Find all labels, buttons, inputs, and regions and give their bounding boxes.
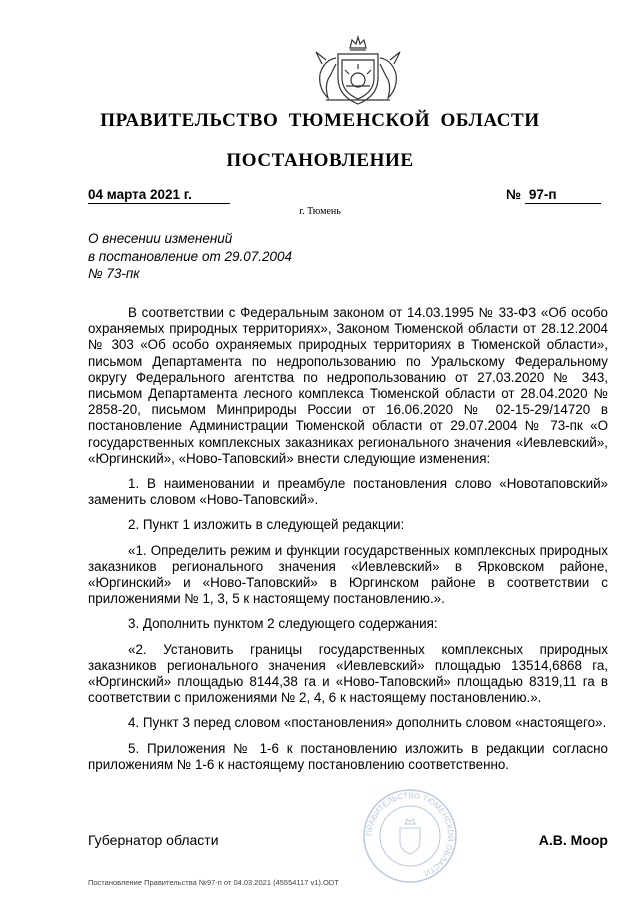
subject-line: О внесении изменений (88, 231, 233, 246)
signatory-name: А.В. Моор (538, 832, 608, 848)
city-label: г. Тюмень (299, 206, 341, 217)
body-paragraph: «1. Определить режим и функции государственных комплексных природных заказников регионального значения «Иевлевский» в Ярковском районе, «Юргинский» и «Ново-Таповский» в Юргинском районе в соответствии с приложениями № 1, 3, 5 к настоящему постановлению.». (88, 542, 608, 607)
document-body (88, 305, 608, 782)
body-paragraph: 1. В наименовании и преамбуле постановления слово «Новотаповский» заменить словом «Ново-Таповский». (88, 476, 608, 508)
body-paragraph: В соответствии с Федеральным законом от 14.03.1995 № 33-ФЗ «Об особо охраняемых природных территориях», Законом Тюменской области от 28.12.2004 № 303 «Об особо охраняемых природных территориях в Тюменской области», письмом Департамента по недропользованию по Уральскому Федеральному округу Федерального агентства по недропользованию от 27.03.2020 № 343, письмом Департамента лесного комплекса Тюменской области от 28.04.2020 № 2858-20, письмом Минприроды России от 16.06.2020 № 02-15-29/14720 в постановление Администрации Тюменской области от 29.07.2004 № 73-пк «О государственных комплексных заказниках регионального значения «Иевлевский», «Юргинский», «Ново-Таповский» внести следующие изменения: (88, 305, 608, 466)
document-type-title: ПОСТАНОВЛЕНИЕ (226, 150, 414, 171)
svg-text:ПРАВИТЕЛЬСТВО ТЮМЕНСКОЙ ОБЛАСТ (365, 791, 455, 878)
subject-line: № 73-пк (88, 266, 140, 281)
body-paragraph: 5. Приложения № 1-6 к постановлению изложить в редакции согласно приложениям № 1-6 к настоящему постановлению соответственно. (88, 740, 608, 772)
document-footer: Постановление Правительства №97-п от 04.03.2021 (45554117 v1).ODT (88, 878, 339, 887)
body-paragraph: 4. Пункт 3 перед словом «постановления» дополнить словом «настоящего». (128, 715, 607, 731)
official-seal-stamp-icon (360, 786, 460, 886)
tyumen-coat-of-arms-icon (306, 34, 410, 110)
body-paragraph: 2. Пункт 1 изложить в следующей редакции: (128, 517, 405, 533)
number-label: № (506, 187, 522, 202)
stamp-text: ПРАВИТЕЛЬСТВО ТЮМЕНСКОЙ ОБЛАСТИ (364, 790, 456, 878)
document-number-block (506, 186, 601, 204)
government-title: ПРАВИТЕЛЬСТВО ТЮМЕНСКОЙ ОБЛАСТИ (100, 110, 540, 131)
document-subject (88, 230, 388, 283)
document-date: 04 марта 2021 г. (88, 186, 230, 204)
body-paragraph: 3. Дополнить пунктом 2 следующего содержания: (128, 616, 438, 632)
signatory-position: Губернатор области (88, 832, 219, 848)
document-number: 97-п (525, 186, 601, 204)
subject-line: в постановление от 29.07.2004 (88, 248, 293, 264)
body-paragraph: «2. Установить границы государственных комплексных природных заказников регионального значения «Иевлевский» площадью 13514,6868 га, «Юргинский» площадью 8144,38 га и «Ново-Таповский» площадью 8319,11 га в соответствии с приложениями № 2, 4, 6 к настоящему постановлению.». (88, 641, 608, 706)
